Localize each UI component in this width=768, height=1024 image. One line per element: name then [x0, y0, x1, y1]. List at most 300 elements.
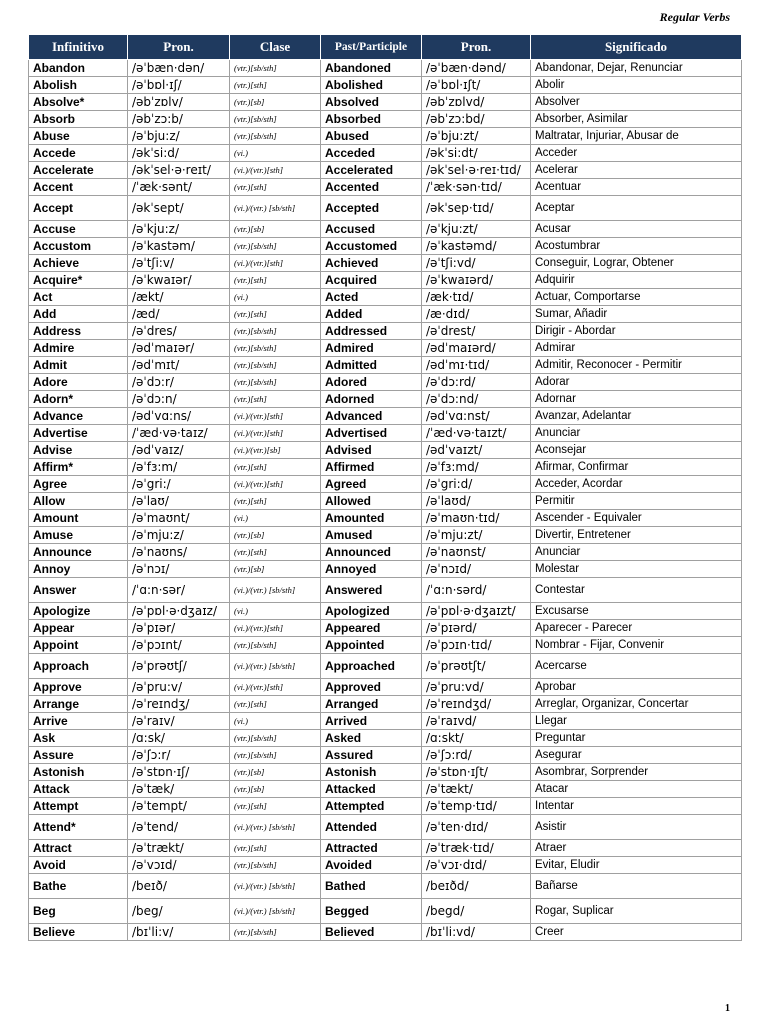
pronunciation-cell: /əˈstɒn·ɪʃ/ — [128, 764, 230, 781]
verb-class-cell: (vi.)/(vtr.)[sth] — [230, 255, 321, 272]
table-row — [29, 128, 742, 145]
past-participle-cell: Adored — [321, 374, 422, 391]
meaning-cell: Ascender - Equivaler — [531, 510, 742, 527]
verb-class-cell: (vi.) — [230, 510, 321, 527]
table-row — [29, 840, 742, 857]
verb-class-cell: (vtr.)[sb/sth] — [230, 238, 321, 255]
meaning-cell: Arreglar, Organizar, Concertar — [531, 696, 742, 713]
infinitive-cell: Ask — [29, 730, 128, 747]
table-row — [29, 493, 742, 510]
past-participle-cell: Allowed — [321, 493, 422, 510]
past-participle-cell: Accused — [321, 221, 422, 238]
pronunciation-cell: /əkˈsept/ — [128, 196, 230, 221]
table-row — [29, 357, 742, 374]
infinitive-cell: Absolve* — [29, 94, 128, 111]
past-pronunciation-cell: /əˈgri:d/ — [422, 476, 531, 493]
table-row — [29, 255, 742, 272]
pronunciation-cell: /əˈnaʊns/ — [128, 544, 230, 561]
meaning-cell: Molestar — [531, 561, 742, 578]
table-row — [29, 924, 742, 941]
infinitive-cell: Act — [29, 289, 128, 306]
past-pronunciation-cell: /əˈbæn·dənd/ — [422, 60, 531, 77]
past-participle-cell: Approached — [321, 654, 422, 679]
past-pronunciation-cell: /æ·dɪd/ — [422, 306, 531, 323]
meaning-cell: Aparecer - Parecer — [531, 620, 742, 637]
pronunciation-cell: /əkˈsel·ə·reɪt/ — [128, 162, 230, 179]
table-row — [29, 408, 742, 425]
verb-class-cell: (vtr.)[sb/sth] — [230, 637, 321, 654]
past-pronunciation-cell: /əˈʃɔ:rd/ — [422, 747, 531, 764]
infinitive-cell: Appoint — [29, 637, 128, 654]
meaning-cell: Acelerar — [531, 162, 742, 179]
past-participle-cell: Answered — [321, 578, 422, 603]
infinitive-cell: Astonish — [29, 764, 128, 781]
pronunciation-cell: /əˈtʃi:v/ — [128, 255, 230, 272]
infinitive-cell: Approach — [29, 654, 128, 679]
header-pronunciation: Pron. — [128, 35, 230, 60]
verb-class-cell: (vi.)/(vtr.) [sb/sth] — [230, 578, 321, 603]
infinitive-cell: Accuse — [29, 221, 128, 238]
past-pronunciation-cell: /ədˈvɑ:nst/ — [422, 408, 531, 425]
meaning-cell: Asistir — [531, 815, 742, 840]
header-clase: Clase — [230, 35, 321, 60]
table-row — [29, 425, 742, 442]
infinitive-cell: Accustom — [29, 238, 128, 255]
table-row — [29, 442, 742, 459]
verb-class-cell: (vi.)/(vtr.)[sth] — [230, 679, 321, 696]
past-participle-cell: Begged — [321, 899, 422, 924]
verb-class-cell: (vtr.)[sb] — [230, 764, 321, 781]
verb-class-cell: (vtr.)[sb] — [230, 527, 321, 544]
infinitive-cell: Beg — [29, 899, 128, 924]
meaning-cell: Creer — [531, 924, 742, 941]
verb-class-cell: (vi.)/(vtr.) [sb/sth] — [230, 196, 321, 221]
past-pronunciation-cell: /əˈpɪərd/ — [422, 620, 531, 637]
table-row — [29, 654, 742, 679]
past-pronunciation-cell: /ˈɑ:n·sərd/ — [422, 578, 531, 603]
pronunciation-cell: /ˈæd·və·taɪz/ — [128, 425, 230, 442]
table-row — [29, 620, 742, 637]
past-participle-cell: Arranged — [321, 696, 422, 713]
past-pronunciation-cell: /ədˈmaɪərd/ — [422, 340, 531, 357]
past-participle-cell: Annoyed — [321, 561, 422, 578]
infinitive-cell: Accelerate — [29, 162, 128, 179]
verb-class-cell: (vtr.)[sb/sth] — [230, 374, 321, 391]
verb-class-cell: (vtr.)[sth] — [230, 840, 321, 857]
meaning-cell: Llegar — [531, 713, 742, 730]
table-row — [29, 527, 742, 544]
pronunciation-cell: /əˈreɪndʒ/ — [128, 696, 230, 713]
past-participle-cell: Approved — [321, 679, 422, 696]
table-row — [29, 391, 742, 408]
past-pronunciation-cell: /əˈtemp·tɪd/ — [422, 798, 531, 815]
pronunciation-cell: /ɑ:sk/ — [128, 730, 230, 747]
meaning-cell: Afirmar, Confirmar — [531, 459, 742, 476]
past-pronunciation-cell: /əˈdɔ:rd/ — [422, 374, 531, 391]
meaning-cell: Abolir — [531, 77, 742, 94]
table-row — [29, 221, 742, 238]
pronunciation-cell: /əˈbju:z/ — [128, 128, 230, 145]
past-participle-cell: Admitted — [321, 357, 422, 374]
table-row — [29, 874, 742, 899]
pronunciation-cell: /ækt/ — [128, 289, 230, 306]
past-participle-cell: Attempted — [321, 798, 422, 815]
infinitive-cell: Adore — [29, 374, 128, 391]
table-row — [29, 747, 742, 764]
pronunciation-cell: /ədˈmɪt/ — [128, 357, 230, 374]
verb-class-cell: (vtr.)[sth] — [230, 544, 321, 561]
infinitive-cell: Admire — [29, 340, 128, 357]
verb-class-cell: (vi.)/(vtr.)[sth] — [230, 162, 321, 179]
verb-class-cell: (vtr.)[sth] — [230, 272, 321, 289]
infinitive-cell: Absorb — [29, 111, 128, 128]
infinitive-cell: Advance — [29, 408, 128, 425]
pronunciation-cell: /əˈkastəm/ — [128, 238, 230, 255]
verb-class-cell: (vtr.)[sth] — [230, 493, 321, 510]
past-pronunciation-cell: /əˈprəʊtʃt/ — [422, 654, 531, 679]
pronunciation-cell: /əˈmaʊnt/ — [128, 510, 230, 527]
table-row — [29, 713, 742, 730]
header-past-pronunciation: Pron. — [422, 35, 531, 60]
infinitive-cell: Assure — [29, 747, 128, 764]
infinitive-cell: Amount — [29, 510, 128, 527]
past-pronunciation-cell: /əˈten·dɪd/ — [422, 815, 531, 840]
table-row — [29, 196, 742, 221]
past-participle-cell: Agreed — [321, 476, 422, 493]
infinitive-cell: Annoy — [29, 561, 128, 578]
table-row — [29, 764, 742, 781]
past-pronunciation-cell: /əˈdrest/ — [422, 323, 531, 340]
pronunciation-cell: /əˈpru:v/ — [128, 679, 230, 696]
infinitive-cell: Answer — [29, 578, 128, 603]
past-participle-cell: Abolished — [321, 77, 422, 94]
verb-class-cell: (vtr.)[sb/sth] — [230, 747, 321, 764]
table-row — [29, 899, 742, 924]
past-participle-cell: Accelerated — [321, 162, 422, 179]
past-participle-cell: Astonish — [321, 764, 422, 781]
infinitive-cell: Amuse — [29, 527, 128, 544]
infinitive-cell: Agree — [29, 476, 128, 493]
pronunciation-cell: /əˈpɪər/ — [128, 620, 230, 637]
pronunciation-cell: /əˈbæn·dən/ — [128, 60, 230, 77]
table-row — [29, 578, 742, 603]
past-pronunciation-cell: /əˈpru:vd/ — [422, 679, 531, 696]
pronunciation-cell: /əˈraɪv/ — [128, 713, 230, 730]
verb-class-cell: (vtr.)[sb] — [230, 94, 321, 111]
verb-class-cell: (vtr.)[sb/sth] — [230, 111, 321, 128]
meaning-cell: Aprobar — [531, 679, 742, 696]
table-row — [29, 145, 742, 162]
meaning-cell: Rogar, Suplicar — [531, 899, 742, 924]
meaning-cell: Preguntar — [531, 730, 742, 747]
pronunciation-cell: /æd/ — [128, 306, 230, 323]
past-pronunciation-cell: /əˈnaʊnst/ — [422, 544, 531, 561]
past-participle-cell: Announced — [321, 544, 422, 561]
verb-class-cell: (vi.) — [230, 603, 321, 620]
past-pronunciation-cell: /əˈstɒn·ɪʃt/ — [422, 764, 531, 781]
past-pronunciation-cell: /əˈmaʊn·tɪd/ — [422, 510, 531, 527]
past-pronunciation-cell: /əˈlaʊd/ — [422, 493, 531, 510]
verb-class-cell: (vi.) — [230, 713, 321, 730]
past-participle-cell: Attacked — [321, 781, 422, 798]
past-participle-cell: Advised — [321, 442, 422, 459]
meaning-cell: Avanzar, Adelantar — [531, 408, 742, 425]
meaning-cell: Adquirir — [531, 272, 742, 289]
meaning-cell: Admirar — [531, 340, 742, 357]
verb-class-cell: (vtr.)[sb/sth] — [230, 340, 321, 357]
meaning-cell: Acceder — [531, 145, 742, 162]
pronunciation-cell: /əˈmju:z/ — [128, 527, 230, 544]
past-participle-cell: Absorbed — [321, 111, 422, 128]
verb-class-cell: (vi.)/(vtr.) [sb/sth] — [230, 815, 321, 840]
meaning-cell: Dirigir - Abordar — [531, 323, 742, 340]
pronunciation-cell: /əkˈsi:d/ — [128, 145, 230, 162]
verb-class-cell: (vtr.)[sth] — [230, 179, 321, 196]
meaning-cell: Contestar — [531, 578, 742, 603]
past-pronunciation-cell: /begd/ — [422, 899, 531, 924]
past-participle-cell: Admired — [321, 340, 422, 357]
header-significado: Significado — [531, 35, 742, 60]
verb-class-cell: (vi.)/(vtr.)[sb] — [230, 442, 321, 459]
pronunciation-cell: /əˈdɔ:r/ — [128, 374, 230, 391]
table-row — [29, 340, 742, 357]
pronunciation-cell: /əˈtæk/ — [128, 781, 230, 798]
infinitive-cell: Abolish — [29, 77, 128, 94]
past-pronunciation-cell: /ɑ:skt/ — [422, 730, 531, 747]
table-row — [29, 306, 742, 323]
infinitive-cell: Address — [29, 323, 128, 340]
meaning-cell: Abandonar, Dejar, Renunciar — [531, 60, 742, 77]
table-row — [29, 476, 742, 493]
past-participle-cell: Believed — [321, 924, 422, 941]
table-row — [29, 238, 742, 255]
infinitive-cell: Approve — [29, 679, 128, 696]
pronunciation-cell: /ˈæk·sənt/ — [128, 179, 230, 196]
past-participle-cell: Assured — [321, 747, 422, 764]
table-row — [29, 289, 742, 306]
meaning-cell: Actuar, Comportarse — [531, 289, 742, 306]
infinitive-cell: Announce — [29, 544, 128, 561]
past-pronunciation-cell: /əˈfɜ:md/ — [422, 459, 531, 476]
infinitive-cell: Attempt — [29, 798, 128, 815]
past-participle-cell: Attended — [321, 815, 422, 840]
pronunciation-cell: /əˈtempt/ — [128, 798, 230, 815]
meaning-cell: Anunciar — [531, 544, 742, 561]
meaning-cell: Intentar — [531, 798, 742, 815]
table-row — [29, 94, 742, 111]
table-row — [29, 272, 742, 289]
past-participle-cell: Absolved — [321, 94, 422, 111]
infinitive-cell: Accept — [29, 196, 128, 221]
past-participle-cell: Added — [321, 306, 422, 323]
infinitive-cell: Bathe — [29, 874, 128, 899]
meaning-cell: Acercarse — [531, 654, 742, 679]
table-row — [29, 561, 742, 578]
verb-class-cell: (vi.)/(vtr.)[sth] — [230, 620, 321, 637]
pronunciation-cell: /əˈtend/ — [128, 815, 230, 840]
pronunciation-cell: /əˈnɔɪ/ — [128, 561, 230, 578]
past-participle-cell: Amounted — [321, 510, 422, 527]
table-row — [29, 77, 742, 94]
past-pronunciation-cell: /əˈmju:zt/ — [422, 527, 531, 544]
pronunciation-cell: /ədˈmaɪər/ — [128, 340, 230, 357]
table-row — [29, 637, 742, 654]
past-participle-cell: Attracted — [321, 840, 422, 857]
verb-class-cell: (vi.)/(vtr.) [sb/sth] — [230, 899, 321, 924]
past-pronunciation-cell: /əˈbju:zt/ — [422, 128, 531, 145]
meaning-cell: Atacar — [531, 781, 742, 798]
pronunciation-cell: /əˈʃɔ:r/ — [128, 747, 230, 764]
meaning-cell: Asegurar — [531, 747, 742, 764]
pronunciation-cell: /ədˈvaɪz/ — [128, 442, 230, 459]
past-participle-cell: Avoided — [321, 857, 422, 874]
pronunciation-cell: /əˈdres/ — [128, 323, 230, 340]
infinitive-cell: Add — [29, 306, 128, 323]
past-pronunciation-cell: /æk·tɪd/ — [422, 289, 531, 306]
infinitive-cell: Attack — [29, 781, 128, 798]
infinitive-cell: Adorn* — [29, 391, 128, 408]
past-pronunciation-cell: /beɪðd/ — [422, 874, 531, 899]
table-row — [29, 179, 742, 196]
past-pronunciation-cell: /əkˈsep·tɪd/ — [422, 196, 531, 221]
infinitive-cell: Attend* — [29, 815, 128, 840]
pronunciation-cell: /əˈvɔɪd/ — [128, 857, 230, 874]
verb-class-cell: (vi.)/(vtr.)[sth] — [230, 425, 321, 442]
past-participle-cell: Achieved — [321, 255, 422, 272]
table-row — [29, 60, 742, 77]
past-pronunciation-cell: /əˈnɔɪd/ — [422, 561, 531, 578]
past-pronunciation-cell: /əˈkwaɪərd/ — [422, 272, 531, 289]
pronunciation-cell: /bɪˈli:v/ — [128, 924, 230, 941]
infinitive-cell: Attract — [29, 840, 128, 857]
verb-class-cell: (vtr.)[sb/sth] — [230, 357, 321, 374]
meaning-cell: Acentuar — [531, 179, 742, 196]
verb-class-cell: (vtr.)[sb/sth] — [230, 730, 321, 747]
past-participle-cell: Appeared — [321, 620, 422, 637]
table-body — [29, 60, 742, 941]
verb-class-cell: (vtr.)[sth] — [230, 391, 321, 408]
past-participle-cell: Apologized — [321, 603, 422, 620]
past-pronunciation-cell: /ˈæk·sən·tɪd/ — [422, 179, 531, 196]
past-participle-cell: Amused — [321, 527, 422, 544]
meaning-cell: Maltratar, Injuriar, Abusar de — [531, 128, 742, 145]
meaning-cell: Excusarse — [531, 603, 742, 620]
infinitive-cell: Avoid — [29, 857, 128, 874]
past-pronunciation-cell: /əˈdɔ:nd/ — [422, 391, 531, 408]
verb-class-cell: (vtr.)[sth] — [230, 306, 321, 323]
past-pronunciation-cell: /əˈvɔɪ·dɪd/ — [422, 857, 531, 874]
past-pronunciation-cell: /ˈæd·və·taɪzt/ — [422, 425, 531, 442]
verb-class-cell: (vi.) — [230, 289, 321, 306]
infinitive-cell: Believe — [29, 924, 128, 941]
table-row — [29, 815, 742, 840]
table-row — [29, 679, 742, 696]
past-pronunciation-cell: /əˈraɪvd/ — [422, 713, 531, 730]
past-participle-cell: Abandoned — [321, 60, 422, 77]
past-participle-cell: Bathed — [321, 874, 422, 899]
meaning-cell: Adornar — [531, 391, 742, 408]
past-pronunciation-cell: /əbˈzɒlvd/ — [422, 94, 531, 111]
table-row — [29, 510, 742, 527]
verb-class-cell: (vtr.)[sb] — [230, 561, 321, 578]
table-row — [29, 603, 742, 620]
meaning-cell: Nombrar - Fijar, Convenir — [531, 637, 742, 654]
infinitive-cell: Abandon — [29, 60, 128, 77]
infinitive-cell: Advise — [29, 442, 128, 459]
verb-class-cell: (vtr.)[sth] — [230, 77, 321, 94]
pronunciation-cell: /əˈfɜ:m/ — [128, 459, 230, 476]
meaning-cell: Aconsejar — [531, 442, 742, 459]
table-row — [29, 323, 742, 340]
past-pronunciation-cell: /əˈtʃi:vd/ — [422, 255, 531, 272]
infinitive-cell: Allow — [29, 493, 128, 510]
infinitive-cell: Admit — [29, 357, 128, 374]
past-pronunciation-cell: /əˈreɪndʒd/ — [422, 696, 531, 713]
infinitive-cell: Arrive — [29, 713, 128, 730]
past-pronunciation-cell: /əˈtækt/ — [422, 781, 531, 798]
infinitive-cell: Advertise — [29, 425, 128, 442]
pronunciation-cell: /əˈkwaɪər/ — [128, 272, 230, 289]
past-participle-cell: Appointed — [321, 637, 422, 654]
past-participle-cell: Adorned — [321, 391, 422, 408]
infinitive-cell: Arrange — [29, 696, 128, 713]
past-participle-cell: Acquired — [321, 272, 422, 289]
pronunciation-cell: /əˈprəʊtʃ/ — [128, 654, 230, 679]
infinitive-cell: Achieve — [29, 255, 128, 272]
past-participle-cell: Accepted — [321, 196, 422, 221]
past-participle-cell: Arrived — [321, 713, 422, 730]
verb-class-cell: (vtr.)[sth] — [230, 696, 321, 713]
verb-class-cell: (vtr.)[sb] — [230, 221, 321, 238]
pronunciation-cell: /əˈtrækt/ — [128, 840, 230, 857]
pronunciation-cell: /əˈpɒl·ə·dʒaɪz/ — [128, 603, 230, 620]
table-row — [29, 730, 742, 747]
meaning-cell: Absolver — [531, 94, 742, 111]
verb-class-cell: (vtr.)[sb] — [230, 781, 321, 798]
meaning-cell: Conseguir, Lograr, Obtener — [531, 255, 742, 272]
infinitive-cell: Apologize — [29, 603, 128, 620]
pronunciation-cell: /əˈbɒl·ɪʃ/ — [128, 77, 230, 94]
meaning-cell: Acostumbrar — [531, 238, 742, 255]
pronunciation-cell: /ədˈvɑ:ns/ — [128, 408, 230, 425]
page-number: 1 — [725, 1003, 730, 1014]
past-pronunciation-cell: /əˈbɒl·ɪʃt/ — [422, 77, 531, 94]
past-pronunciation-cell: /əkˈsi:dt/ — [422, 145, 531, 162]
pronunciation-cell: /əbˈzɒlv/ — [128, 94, 230, 111]
header-infinitivo: Infinitivo — [29, 35, 128, 60]
past-pronunciation-cell: /ədˈmɪ·tɪd/ — [422, 357, 531, 374]
pronunciation-cell: /əˈlaʊ/ — [128, 493, 230, 510]
meaning-cell: Acceder, Acordar — [531, 476, 742, 493]
meaning-cell: Admitir, Reconocer - Permitir — [531, 357, 742, 374]
infinitive-cell: Affirm* — [29, 459, 128, 476]
meaning-cell: Permitir — [531, 493, 742, 510]
table-row — [29, 162, 742, 179]
verb-class-cell: (vtr.)[sth] — [230, 798, 321, 815]
past-participle-cell: Acceded — [321, 145, 422, 162]
table-row — [29, 459, 742, 476]
infinitive-cell: Abuse — [29, 128, 128, 145]
past-pronunciation-cell: /əbˈzɔ:bd/ — [422, 111, 531, 128]
pronunciation-cell: /ˈɑ:n·sər/ — [128, 578, 230, 603]
past-pronunciation-cell: /ədˈvaɪzt/ — [422, 442, 531, 459]
meaning-cell: Asombrar, Sorprender — [531, 764, 742, 781]
table-row — [29, 544, 742, 561]
verb-class-cell: (vtr.)[sb/sth] — [230, 924, 321, 941]
pronunciation-cell: /beɪð/ — [128, 874, 230, 899]
pronunciation-cell: /əˈkju:z/ — [128, 221, 230, 238]
regular-verbs-table — [28, 34, 742, 941]
